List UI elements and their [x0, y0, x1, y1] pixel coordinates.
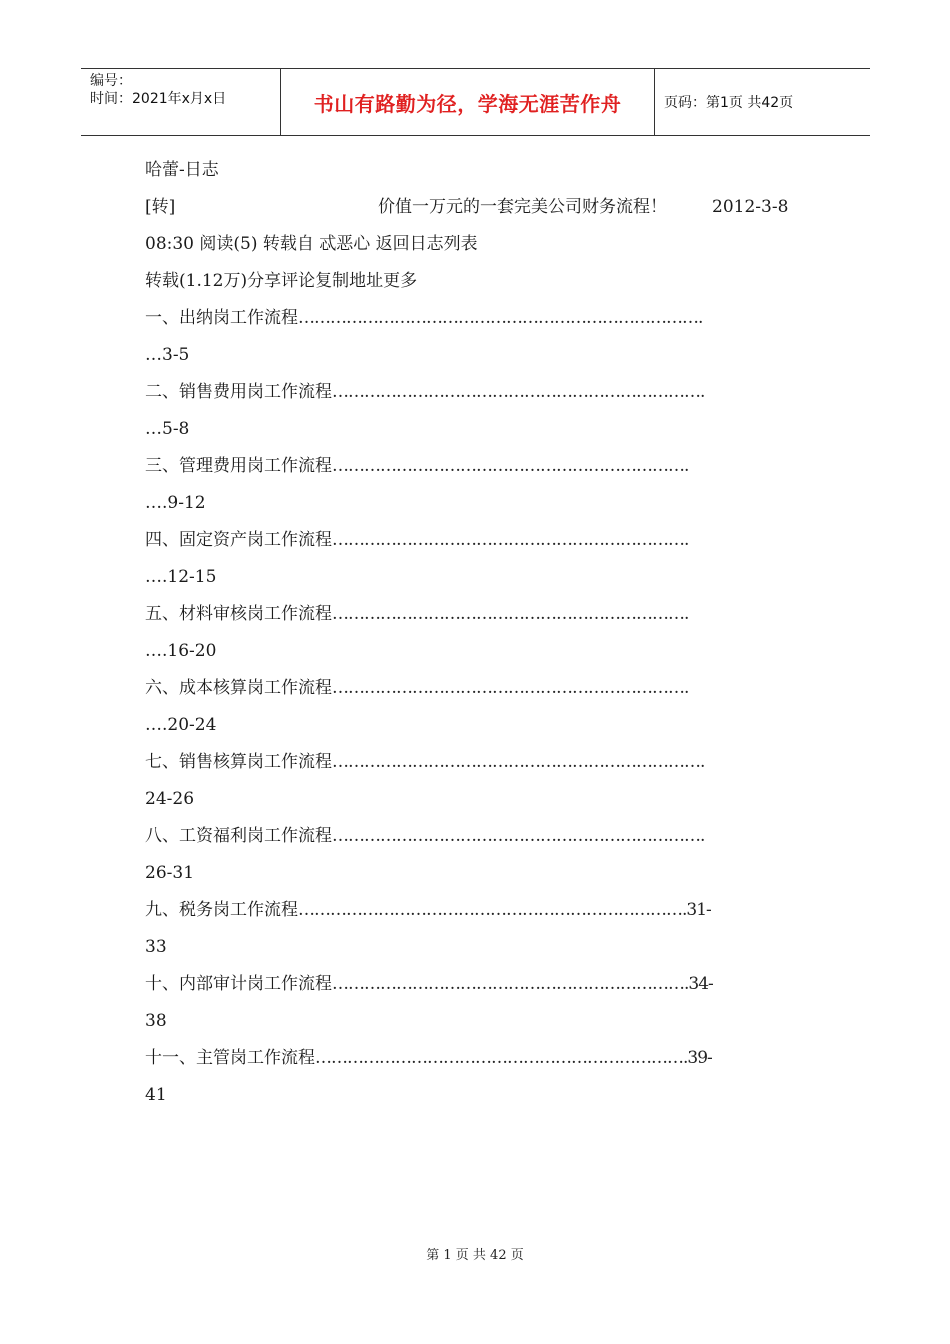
toc-pages: 38 [145, 1011, 167, 1031]
page-info: 页码：第1页 共42页 [664, 95, 794, 111]
article-date: 2012-3-8 [712, 197, 789, 217]
number-label: 编号： [90, 73, 132, 89]
toc-entry: 二、销售费用岗工作流程……………………………………………………………. [145, 382, 705, 402]
toc-pages: 33 [145, 937, 167, 957]
document-body [145, 152, 810, 1114]
meta-line: 08:30 阅读(5) 转载自 忒恶心 返回日志列表 [145, 234, 478, 254]
toc-entry: 一、出纳岗工作流程…………………………………………………………………. [145, 308, 703, 328]
toc-entry: 七、销售核算岗工作流程……………………………………………………………. [145, 752, 705, 772]
toc-entry: 四、固定资产岗工作流程…………………………………………………………. [145, 530, 689, 550]
toc-entry: 三、管理费用岗工作流程…………………………………………………………. [145, 456, 689, 476]
toc-pages: 26-31 [145, 863, 195, 883]
motto: 书山有路勤为径，学海无涯苦作舟 [281, 69, 655, 135]
toc-pages: ….16-20 [145, 641, 217, 661]
toc-entry: 六、成本核算岗工作流程…………………………………………………………. [145, 678, 689, 698]
page-footer: 第 1 页 共 42 页 [426, 1248, 524, 1263]
toc-pages: ….9-12 [145, 493, 206, 513]
toc-pages: …3-5 [145, 345, 190, 365]
header-meta-cell [81, 69, 281, 135]
toc-entry: 五、材料审核岗工作流程…………………………………………………………. [145, 604, 689, 624]
toc-entry: 九、税务岗工作流程……………………………………………………………….31- [145, 900, 711, 920]
repost-tag: [转] [145, 197, 176, 217]
document-header [81, 68, 870, 136]
actions-line: 转载(1.12万)分享评论复制地址更多 [145, 271, 418, 291]
toc-entry: 十一、主管岗工作流程…………………………………………………………….39- [145, 1048, 712, 1068]
toc-pages: 41 [145, 1085, 167, 1105]
toc-pages: ….12-15 [145, 567, 217, 587]
toc-entry: 八、工资福利岗工作流程……………………………………………………………. [145, 826, 705, 846]
article-title: 价值一万元的一套完美公司财务流程！ [378, 197, 667, 217]
author-line: 哈蕾-日志 [145, 160, 219, 180]
time-label: 时间：2021年x月x日 [90, 91, 227, 107]
toc-pages: ….20-24 [145, 715, 217, 735]
toc-pages: …5-8 [145, 419, 190, 439]
toc-entry: 十、内部审计岗工作流程………………………………………………………….34- [145, 974, 713, 994]
toc-pages: 24-26 [145, 789, 195, 809]
article-title-line [145, 189, 810, 226]
